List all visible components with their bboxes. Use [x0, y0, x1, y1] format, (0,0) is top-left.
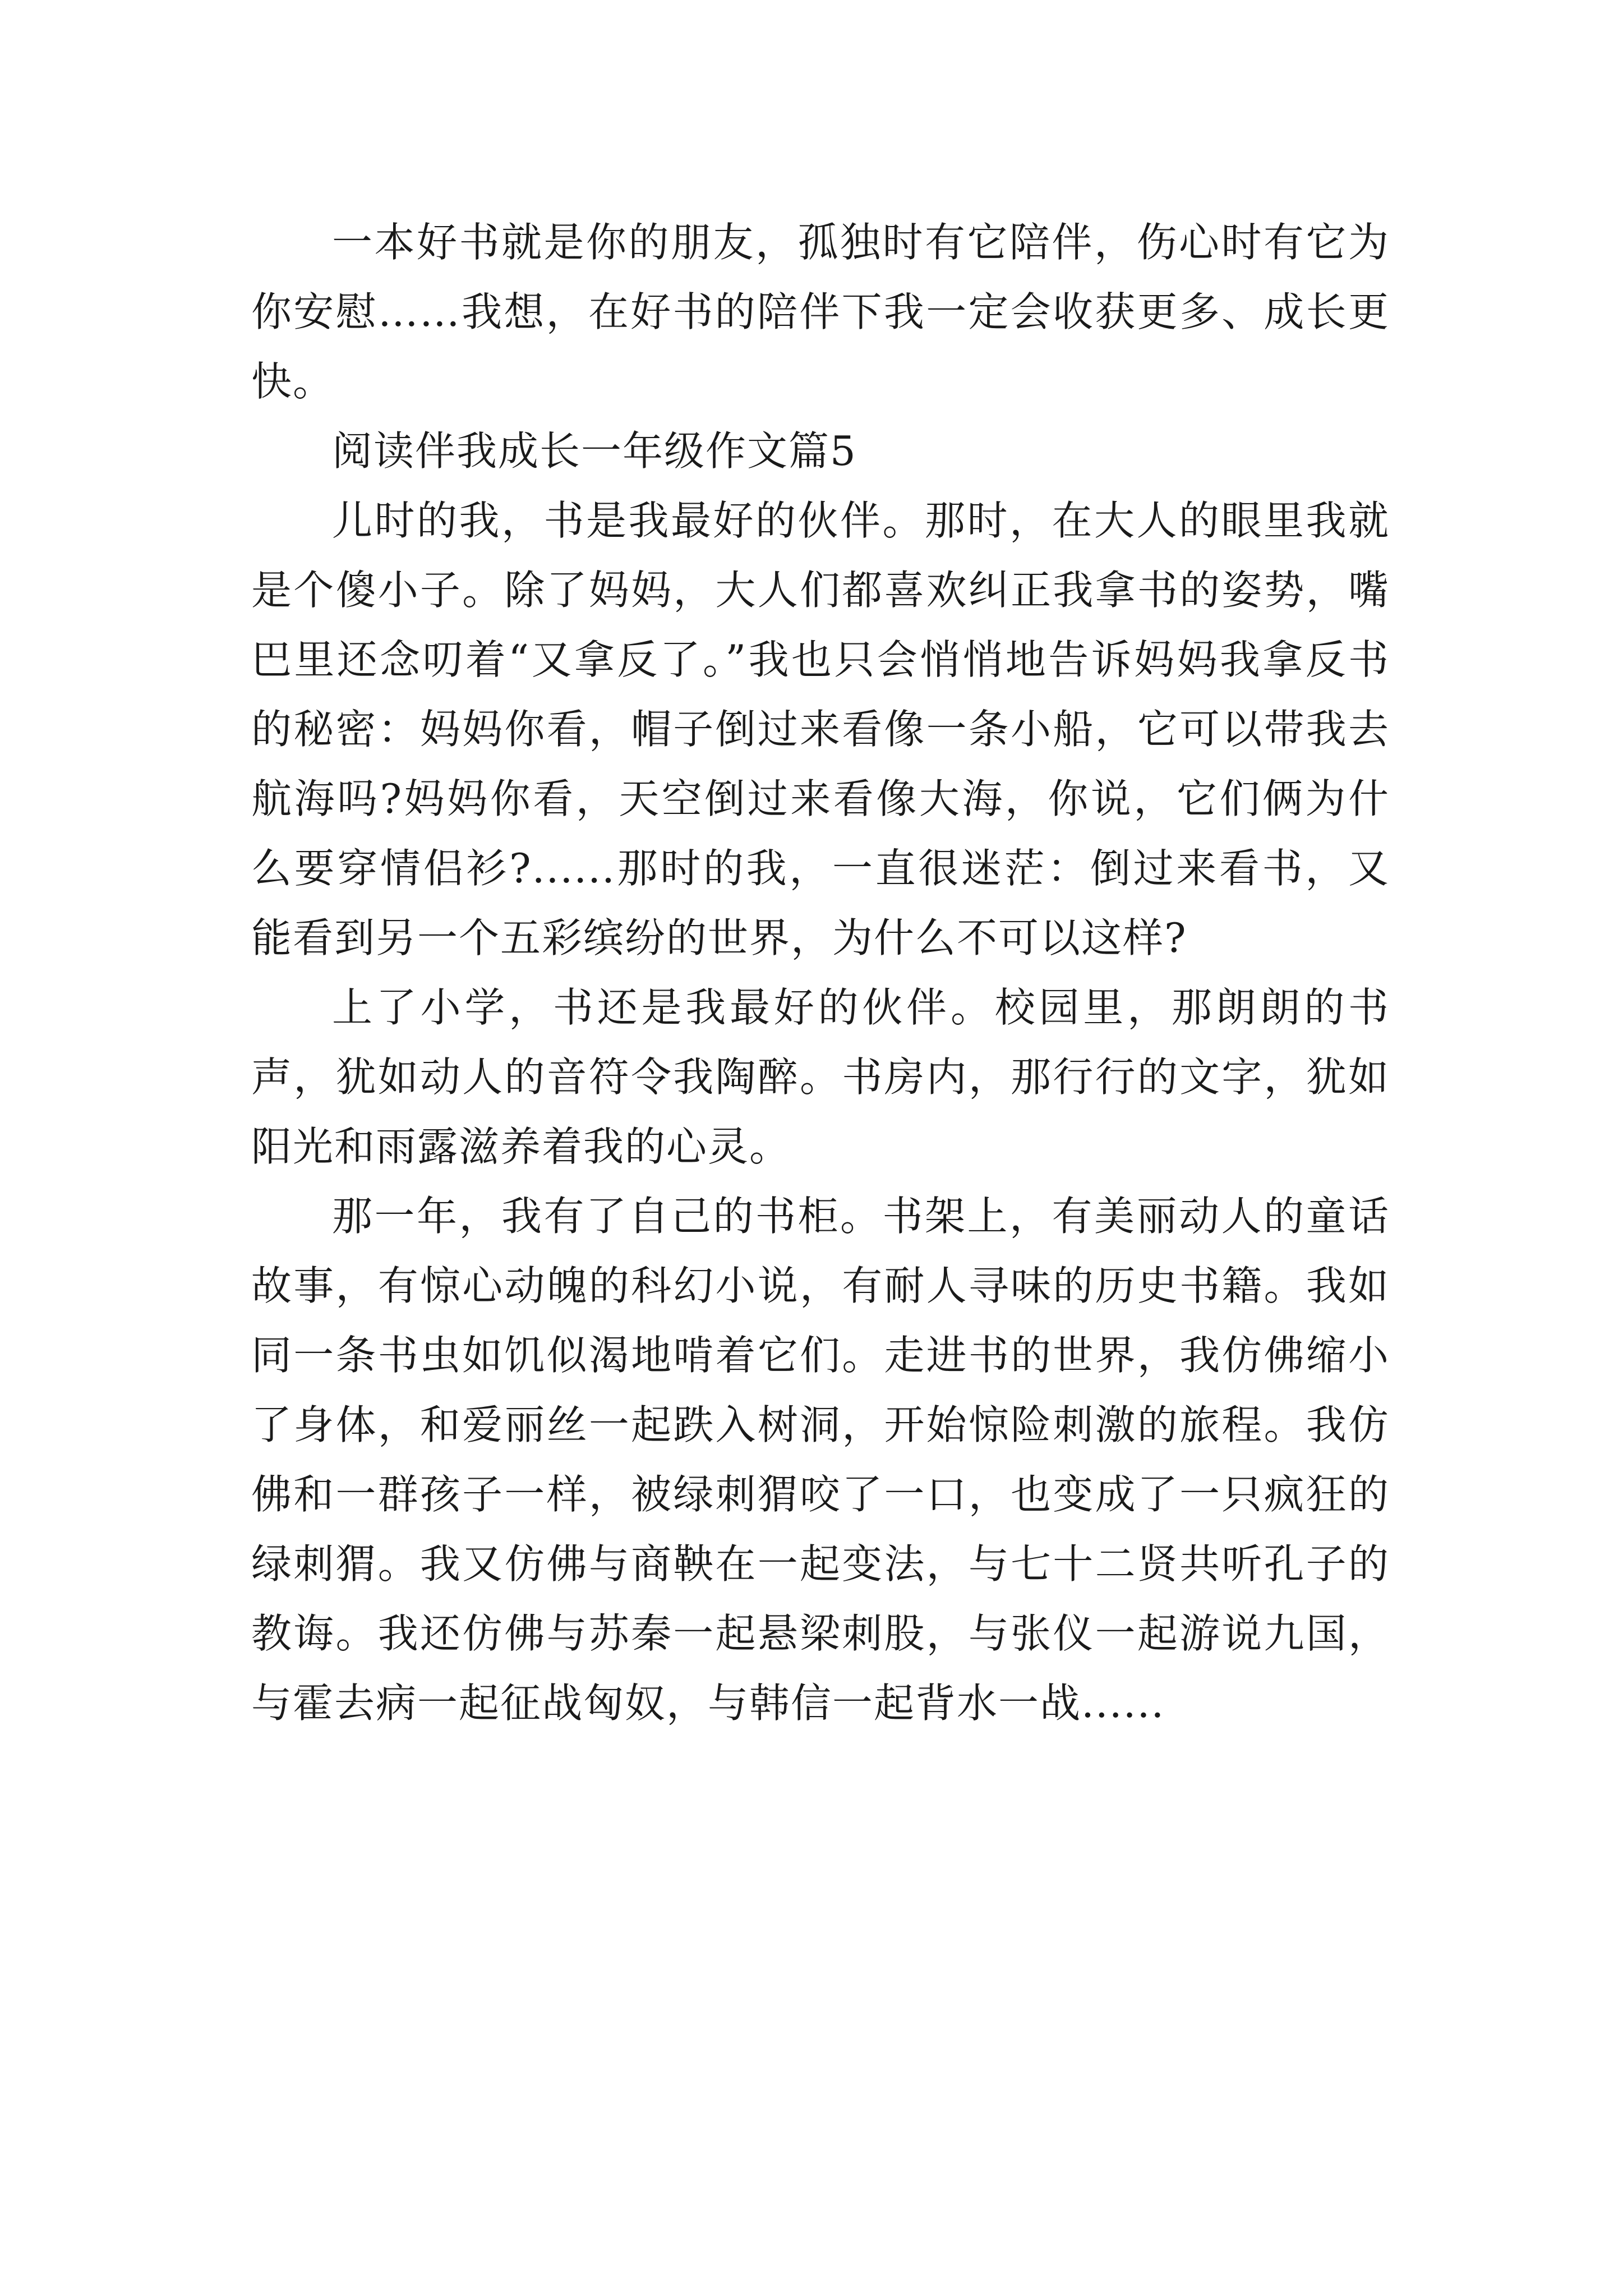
- paragraph-bookshelf: 那一年，我有了自己的书柜。书架上，有美丽动人的童话故事，有惊心动魄的科幻小说，有耐人寻味的历史书籍。我如同一条书虫如饥似渴地啃着它们。走进书的世界，我仿佛缩小了身体，和爱丽丝一起跌入树洞，开始惊险刺激的旅程。我仿佛和一群孩子一样，被绿刺猬咬了一口，也变成了一只疯狂的绿刺猬。我又仿佛与商鞅在一起变法，与七十二贤共听孔子的教诲。我还仿佛与苏秦一起悬梁刺股，与张仪一起游说九国，与霍去病一起征战匈奴，与韩信一起背水一战......: [251, 1193, 1390, 1727]
- paragraph-childhood: 儿时的我，书是我最好的伙伴。那时，在大人的眼里我就是个傻小子。除了妈妈，大人们都喜欢纠正我拿书的姿势，嘴巴里还念叨着“又拿反了。”我也只会悄悄地告诉妈妈我拿反书的秘密：妈妈你看，帽子倒过来看像一条小船，它可以带我去航海吗?妈妈你看，天空倒过来看像大海，你说，它们俩为什么要穿情侣衫?......那时的我，一直很迷茫：倒过来看书，又能看到另一个五彩缤纷的世界，为什么不可以这样?: [251, 497, 1390, 961]
- paragraph-primary-school: 上了小学，书还是我最好的伙伴。校园里，那朗朗的书声，犹如动人的音符令我陶醉。书房内，那行行的文字，犹如阳光和雨露滋养着我的心灵。: [251, 984, 1390, 1170]
- document-body: [251, 208, 1390, 1738]
- essay-heading: 阅读伴我成长一年级作文篇5: [332, 427, 857, 475]
- paragraph-closing-previous-essay: 一本好书就是你的朋友，孤独时有它陪伴，伤心时有它为你安慰……我想，在好书的陪伴下我一定会收获更多、成长更快。: [251, 219, 1390, 405]
